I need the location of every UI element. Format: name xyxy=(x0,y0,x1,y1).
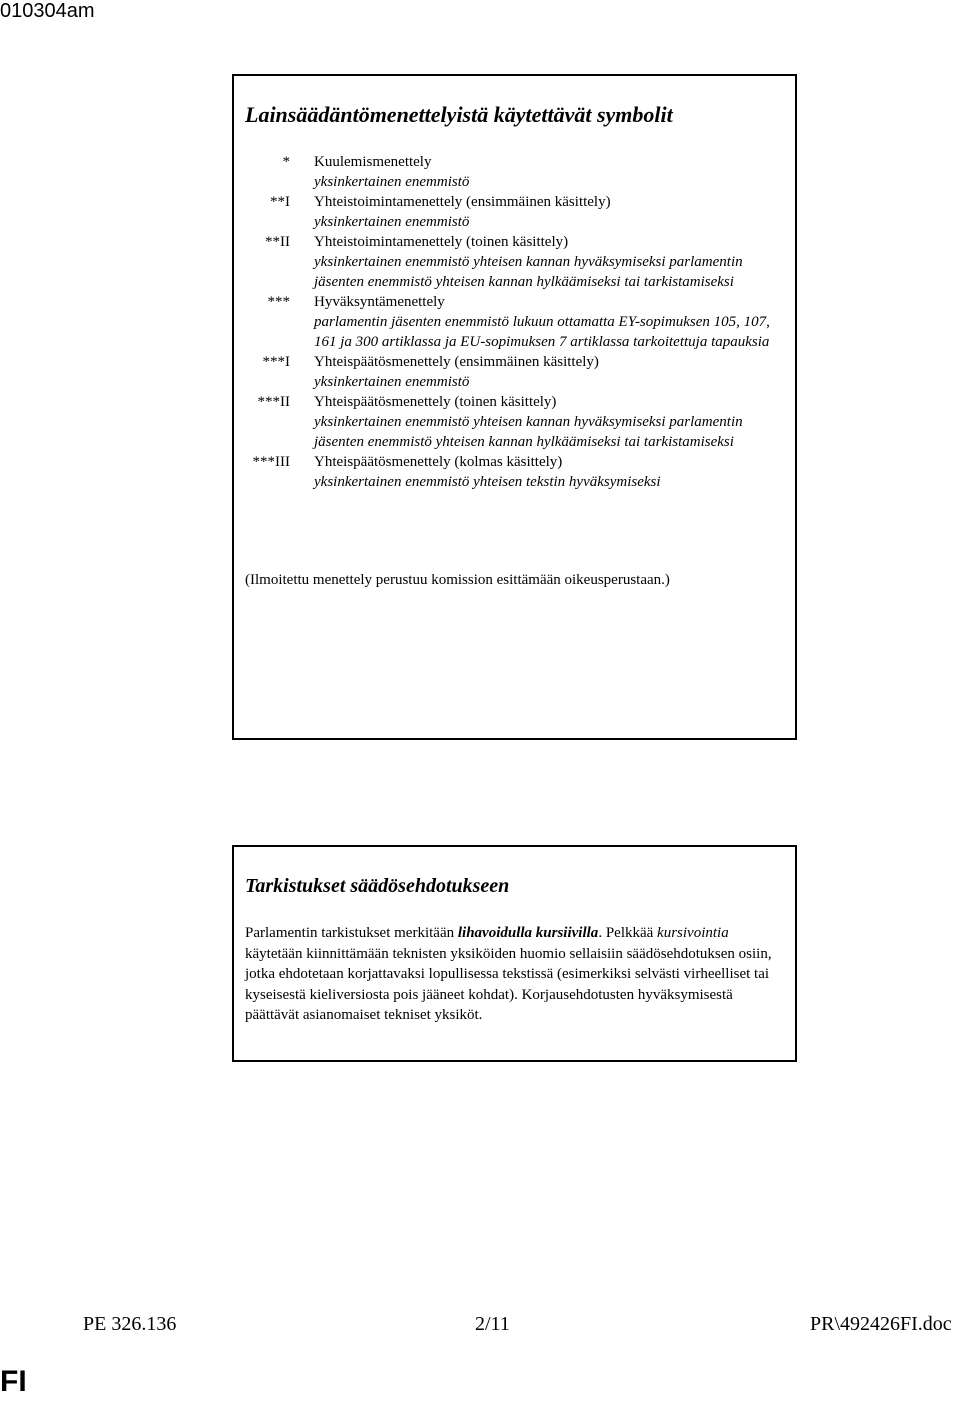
symbol-description xyxy=(314,292,784,352)
symbol-row xyxy=(234,452,795,492)
procedure-footnote: (Ilmoitettu menettely perustuu komission esittämään oikeusperustaan.) xyxy=(245,572,670,588)
majority-note: yksinkertainen enemmistö yhteisen kannan hyväksymiseksi parlamentin jäsenten enemmistö yhteisen kannan hylkäämiseksi tai tarkistamiseksi xyxy=(314,414,743,450)
symbol-marker: **I xyxy=(270,194,290,210)
legislative-symbols-box xyxy=(232,74,797,740)
majority-note: yksinkertainen enemmistö yhteisen tekstin hyväksymiseksi xyxy=(314,474,661,490)
symbols-box-title: Lainsäädäntömenettelyistä käytettävät symbolit xyxy=(245,102,673,127)
language-code: FI xyxy=(0,1365,27,1398)
bold-italic-example: lihavoidulla kursiivilla xyxy=(457,925,599,941)
amendments-explanation xyxy=(245,923,785,1026)
symbol-marker: *** xyxy=(267,294,290,310)
symbol-row xyxy=(234,292,795,352)
majority-note: yksinkertainen enemmistö xyxy=(314,214,470,230)
text-intro: Parlamentin tarkistukset merkitään xyxy=(245,925,458,941)
page-number: 2/11 xyxy=(475,1313,510,1335)
symbol-description xyxy=(314,192,784,232)
symbol-row xyxy=(234,392,795,452)
symbol-row xyxy=(234,352,795,392)
majority-note: yksinkertainen enemmistö xyxy=(314,374,470,390)
symbol-description xyxy=(314,352,784,392)
text-after-bold: . Pelkkää xyxy=(598,925,658,941)
symbol-marker: * xyxy=(282,154,290,170)
symbols-list xyxy=(234,152,795,492)
symbol-marker: **II xyxy=(265,234,290,250)
procedure-name: Yhteistoimintamenettely (toinen käsittely) xyxy=(314,234,569,250)
procedure-name: Kuulemismenettely xyxy=(314,154,432,170)
symbol-row xyxy=(234,232,795,292)
procedure-name: Hyväksyntämenettely xyxy=(314,294,445,310)
majority-note: yksinkertainen enemmistö xyxy=(314,174,470,190)
symbol-marker: ***II xyxy=(257,394,290,410)
symbol-row xyxy=(234,152,795,192)
procedure-name: Yhteispäätösmenettely (toinen käsittely) xyxy=(314,394,557,410)
text-rest: käytetään kiinnittämään teknisten yksiköiden huomio sellaisiin säädösehdotuksen osiin, jotka ehdotetaan korjattavaksi lopullisessa tekstissä (esimerkiksi selvästi virheelliset tai kyseisestä kieliversiosta pois jääneet kohdat). Korjausehdotusten hyväksymisestä päättävät asianomaiset tekniset yksiköt. xyxy=(245,945,772,1023)
document-code: 010304am xyxy=(0,0,95,22)
footer-reference: PE 326.136 xyxy=(83,1313,177,1335)
symbol-description xyxy=(314,452,784,492)
amendments-box-title: Tarkistukset säädösehdotukseen xyxy=(245,875,510,897)
footer-filename: PR\492426FI.doc xyxy=(810,1313,952,1335)
amendments-box xyxy=(232,845,797,1062)
symbol-description xyxy=(314,392,784,452)
symbol-description xyxy=(314,232,784,292)
symbol-row xyxy=(234,192,795,232)
procedure-name: Yhteistoimintamenettely (ensimmäinen käsittely) xyxy=(314,194,611,210)
procedure-name: Yhteispäätösmenettely (ensimmäinen käsittely) xyxy=(314,354,599,370)
symbol-marker: ***I xyxy=(262,354,290,370)
majority-note: parlamentin jäsenten enemmistö lukuun ottamatta EY-sopimuksen 105, 107, 161 ja 300 artiklassa ja EU-sopimuksen 7 artiklassa tarkoitettuja tapauksia xyxy=(314,314,770,350)
procedure-name: Yhteispäätösmenettely (kolmas käsittely) xyxy=(314,454,563,470)
symbol-description xyxy=(314,152,784,192)
italic-example: kursivointia xyxy=(657,925,729,941)
majority-note: yksinkertainen enemmistö yhteisen kannan hyväksymiseksi parlamentin jäsenten enemmistö yhteisen kannan hylkäämiseksi tai tarkistamiseksi xyxy=(314,254,743,290)
symbol-marker: ***III xyxy=(252,454,290,470)
